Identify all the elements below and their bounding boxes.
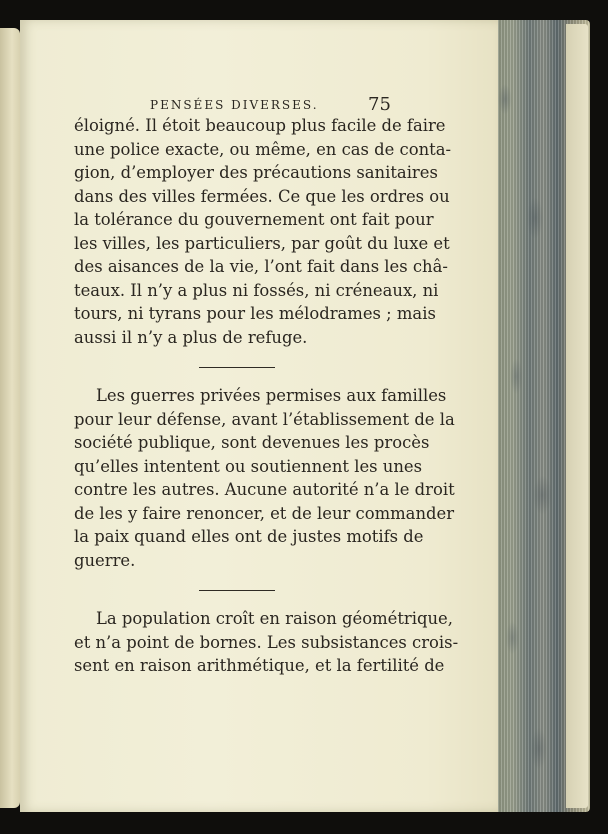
- section-divider: [199, 367, 275, 368]
- text-line: de les y faire renoncer, et de leur commander: [74, 503, 455, 523]
- text-line: la tolérance du gouvernement ont fait pour: [74, 210, 434, 229]
- text-line: sent en raison arithmétique, et la fertilité de: [74, 656, 445, 675]
- text-line: qu’elles intentent ou soutiennent les unes: [74, 456, 422, 476]
- text-line: des aisances de la vie, l’ont fait dans les châ-: [74, 257, 448, 276]
- page-number: 75: [368, 94, 391, 115]
- running-head: [150, 94, 410, 114]
- text-line: aussi il n’y a plus de refuge.: [74, 327, 308, 347]
- paragraph: [74, 114, 452, 349]
- paragraph: [74, 384, 455, 572]
- text-line: tours, ni tyrans pour les mélodrames ; mais: [74, 304, 436, 323]
- marbled-edge-texture: [490, 20, 565, 812]
- section-divider: [199, 590, 275, 591]
- text-line: une police exacte, ou même, en cas de conta-: [74, 139, 452, 159]
- text-line: et n’a point de bornes. Les subsistances crois-: [74, 632, 459, 652]
- text-line: La population croît en raison géométrique,: [96, 609, 453, 628]
- running-head-title: PENSÉES DIVERSES.: [150, 98, 319, 112]
- text-line: gion, d’employer des précautions sanitaires: [74, 163, 438, 182]
- text-line: dans des villes fermées. Ce que les ordres ou: [74, 186, 450, 206]
- facing-page-edge: [0, 28, 20, 808]
- text-line: contre les autres. Aucune autorité n’a le droit: [74, 480, 455, 499]
- book-cover-board: [566, 24, 588, 808]
- text-line: les villes, les particuliers, par goût du luxe et: [74, 233, 450, 253]
- text-line: guerre.: [74, 550, 136, 570]
- body-text: [74, 114, 459, 678]
- text-line: éloigné. Il étoit beaucoup plus facile de faire: [74, 116, 446, 135]
- paragraph: [74, 607, 459, 678]
- text-line: pour leur défense, avant l’établissement de la: [74, 409, 455, 429]
- text-line: teaux. Il n’y a plus ni fossés, ni créneaux, ni: [74, 280, 439, 300]
- text-line: société publique, sont devenues les procès: [74, 433, 430, 452]
- text-line: la paix quand elles ont de justes motifs de: [74, 527, 424, 546]
- text-line: Les guerres privées permises aux familles: [96, 386, 447, 405]
